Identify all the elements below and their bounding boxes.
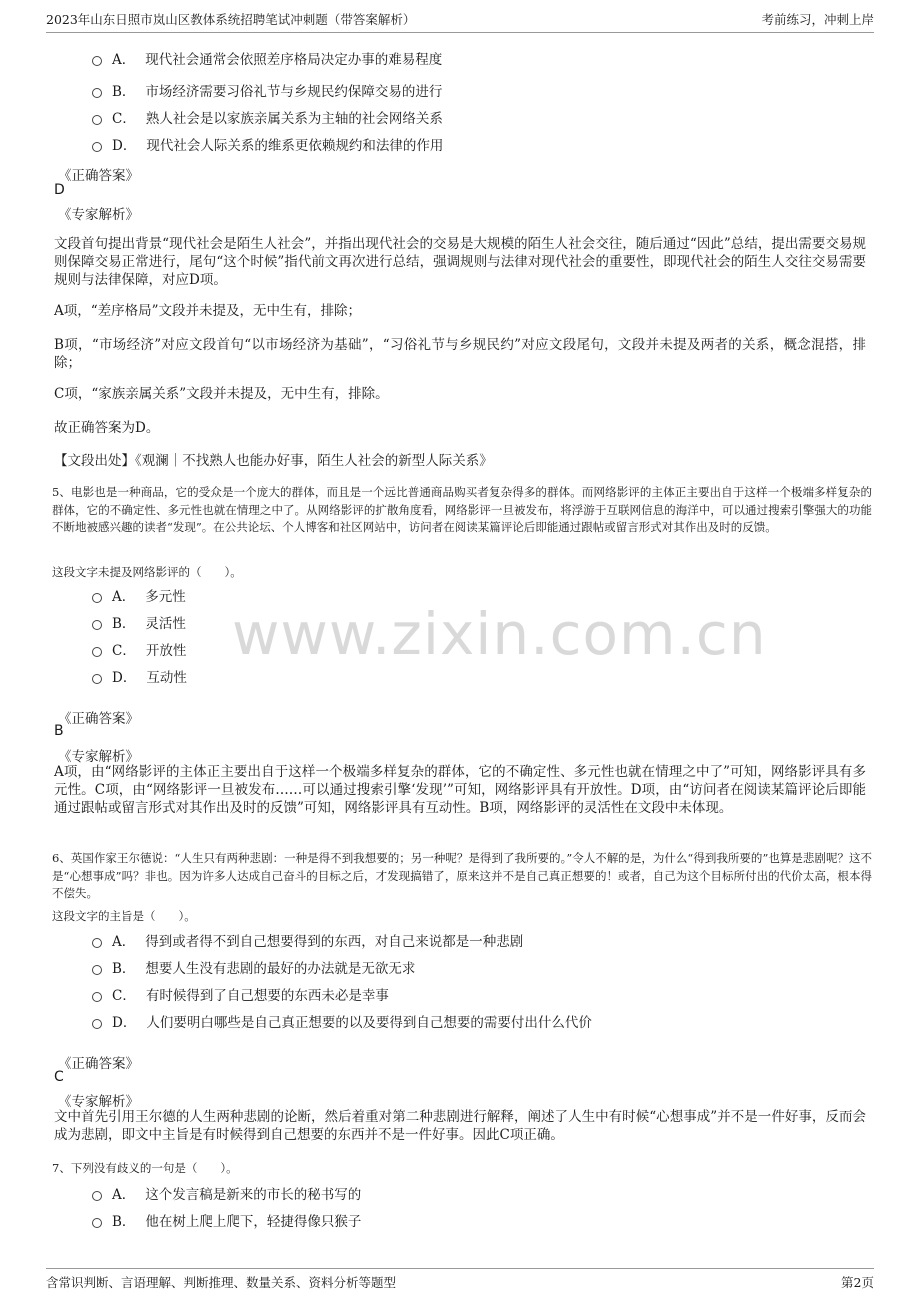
radio-button-icon[interactable]	[92, 1019, 102, 1029]
analysis-paragraph: 故正确答案为D。	[54, 420, 160, 436]
answer-label: 《正确答案》	[58, 1056, 139, 1072]
analysis-paragraph: A项，由“网络影评的主体正主要出自于这样一个极端多样复杂的群体，它的不确定性、多元性也就在情理之中了”可知，网络影评具有多元性。C项，由“网络影评一旦被发布……可以通过搜索引擎‘发现’”可知，网络影评具有开放性。D项，由“访问者在阅读某篇评论后即能通过跟帖或留言形式对其作出及时的反馈”可知，网络影评具有互动性。B项，网络影评的灵活性在文段中未体现。	[54, 764, 866, 816]
radio-button-icon[interactable]	[92, 115, 102, 125]
analysis-paragraph: A项，“差序格局”文段并未提及，无中生有，排除；	[54, 303, 362, 319]
analysis-paragraph: C项，“家族亲属关系”文段并未提及，无中生有，排除。	[54, 386, 389, 402]
radio-button-icon[interactable]	[92, 938, 102, 948]
footer-note: 含常识判断、言语理解、判断推理、数量关系、资料分析等题型	[46, 1275, 397, 1290]
radio-button-icon[interactable]	[92, 1191, 102, 1201]
analysis-paragraph: B项，“市场经济”对应文段首句“以市场经济为基础”，“习俗礼节与乡规民约”对应文段尾句，文段并未提及两者的关系，概念混搭，排除；	[54, 337, 866, 371]
correct-answer: D	[54, 182, 65, 198]
radio-button-icon[interactable]	[92, 992, 102, 1002]
question-stem: 5、电影也是一种商品，它的受众是一个庞大的群体，而且是一个远比普通商品购买者复杂得多的群体。而网络影评的主体正主要出自于这样一个极端多样复杂的群体，它的不确定性、多元性也就在情理之中了。从网络影评的扩散角度看，网络影评一旦被发布，将浮游于互联网信息的海洋中，可以通过搜索引擎强大的功能不断地被感兴趣的读者“发现”。在公共论坛、个人博客和社区网站中，访问者在阅读某篇评论后即能通过跟帖或留言形式对其作出及时的反馈。	[52, 485, 872, 534]
q6-option-d[interactable]: D． 人们要明白哪些是自己真正想要的以及要得到自己想要的需要付出什么代价	[92, 1011, 592, 1031]
radio-button-icon[interactable]	[92, 593, 102, 603]
question-stem: 6、英国作家王尔德说：“人生只有两种悲剧：一种是得不到我想要的；另一种呢？是得到了我所要的。”令人不解的是，为什么“得到我所要的”也算是悲剧呢？这不是“心想事成”吗？非也。因为许多人达成自己奋斗的目标之后，才发现搞错了，原来这并不是自己真正想要的！或者，自己为这个目标所付出的代价太高，根本得不偿失。	[52, 851, 872, 900]
q7-option-a[interactable]: A． 这个发言稿是新来的市长的秘书写的	[92, 1183, 361, 1203]
answer-label: 《正确答案》	[58, 168, 139, 184]
answer-label: 《正确答案》	[58, 711, 139, 727]
q4-option-b[interactable]: B． 市场经济需要习俗礼节与乡规民约保障交易的进行	[92, 80, 442, 100]
analysis-paragraph: 文段首句提出背景“现代社会是陌生人社会”，并指出现代社会的交易是大规模的陌生人社会交往，随后通过“因此”总结，提出需要交易规则保障交易正常进行，尾句“这个时候”指代前文再次进行总结，强调规则与法律对现代社会的重要性，即现代社会的陌生人交往交易需要规则与法律保障，对应D项。	[54, 236, 866, 288]
page-header	[46, 10, 874, 33]
analysis-label: 《专家解析》	[58, 749, 139, 765]
radio-button-icon[interactable]	[92, 674, 102, 684]
document-title: 2023年山东日照市岚山区教体系统招聘笔试冲刺题（带答案解析）	[46, 12, 416, 27]
analysis-label: 《专家解析》	[58, 1094, 139, 1110]
correct-answer: C	[54, 1069, 64, 1085]
q7-option-b[interactable]: B． 他在树上爬上爬下，轻捷得像只猴子	[92, 1210, 361, 1230]
q4-option-c[interactable]: C． 熟人社会是以家族亲属关系为主轴的社会网络关系	[92, 107, 443, 127]
analysis-paragraph: 文中首先引用王尔德的人生两种悲剧的论断，然后着重对第二种悲剧进行解释，阐述了人生中有时候“心想事成”并不是一件好事，反而会成为悲剧，即文中主旨是有时候得到自己想要的东西并不是一件好事。因此C项正确。	[54, 1109, 866, 1143]
radio-button-icon[interactable]	[92, 88, 102, 98]
radio-button-icon[interactable]	[92, 142, 102, 152]
q5-option-c[interactable]: C． 开放性	[92, 639, 186, 659]
radio-button-icon[interactable]	[92, 620, 102, 630]
analysis-label: 《专家解析》	[58, 207, 139, 223]
radio-button-icon[interactable]	[92, 56, 102, 66]
question-stem: 7、下列没有歧义的一句是（ ）。	[52, 1161, 238, 1175]
q5-option-b[interactable]: B． 灵活性	[92, 612, 186, 632]
page-number: 第2页	[841, 1275, 874, 1290]
source-citation: 【文段出处】《观澜｜不找熟人也能办好事，陌生人社会的新型人际关系》	[54, 453, 493, 469]
page-footer	[46, 1268, 874, 1291]
radio-button-icon[interactable]	[92, 647, 102, 657]
q6-option-b[interactable]: B． 想要人生没有悲剧的最好的办法就是无欲无求	[92, 957, 415, 977]
q6-option-c[interactable]: C． 有时候得到了自己想要的东西未必是幸事	[92, 984, 389, 1004]
question-prompt: 这段文字未提及网络影评的（ ）。	[52, 565, 242, 579]
radio-button-icon[interactable]	[92, 1218, 102, 1228]
q5-option-a[interactable]: A． 多元性	[92, 585, 186, 605]
question-prompt: 这段文字的主旨是（ ）。	[52, 909, 196, 923]
watermark: www.zixin.com.cn	[232, 600, 767, 668]
q4-option-d[interactable]: D． 现代社会人际关系的维系更依赖规约和法律的作用	[92, 134, 443, 154]
correct-answer: B	[54, 723, 64, 739]
q6-option-a[interactable]: A． 得到或者得不到自己想要得到的东西，对自己来说都是一种悲剧	[92, 930, 523, 950]
radio-button-icon[interactable]	[92, 965, 102, 975]
header-slogan: 考前练习，冲刺上岸	[761, 12, 874, 27]
q4-option-a[interactable]: A． 现代社会通常会依照差序格局决定办事的难易程度	[92, 48, 442, 68]
q5-option-d[interactable]: D． 互动性	[92, 666, 187, 686]
